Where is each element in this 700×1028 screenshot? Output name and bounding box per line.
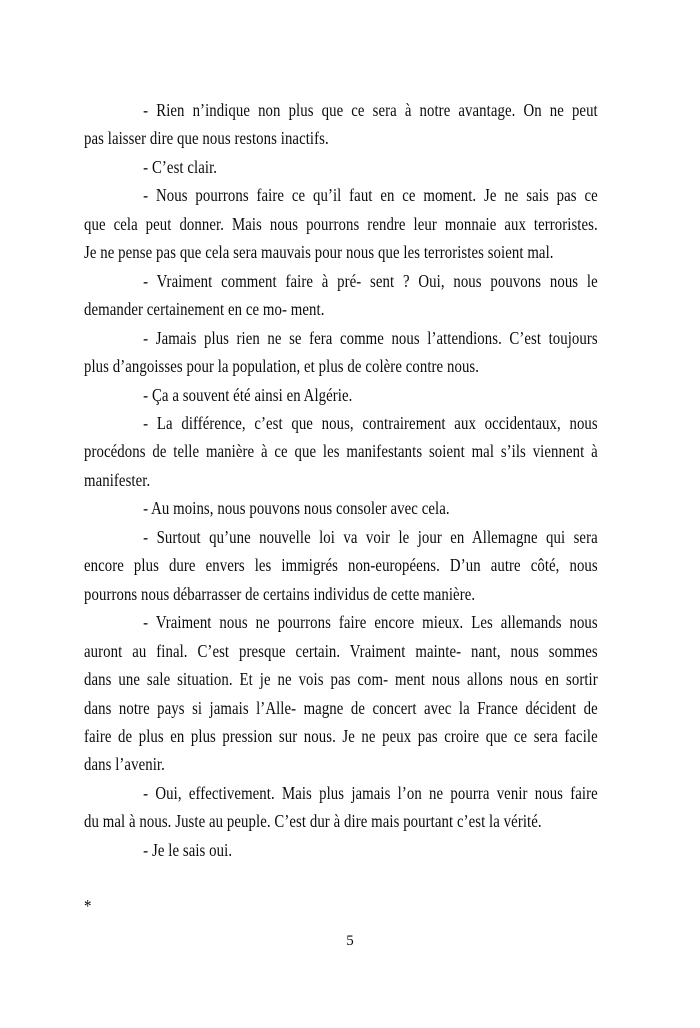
paragraph <box>84 409 598 494</box>
paragraph <box>84 523 598 608</box>
text-line: auront au final. C’est presque certain. Vraiment mainte- nant, nous sommes <box>84 640 598 661</box>
paragraph <box>84 267 598 324</box>
paragraph <box>84 96 598 153</box>
text-line: - Rien n’indique non plus que ce sera à notre avantage. On ne peut <box>143 100 598 120</box>
text-line: manifester. <box>84 469 151 490</box>
text-line: - Je le sais oui. <box>143 839 233 860</box>
text-line: - C’est clair. <box>143 156 218 177</box>
paragraph <box>84 836 598 864</box>
text-line: - Ça a souvent été ainsi en Algérie. <box>143 384 353 405</box>
paragraph <box>84 181 598 266</box>
text-line: - Nous pourrons faire ce qu’il faut en ce moment. Je ne sais pas ce <box>143 185 598 206</box>
text-line: Je ne pense pas que cela sera mauvais pour nous que les terroristes soient mal. <box>84 242 554 263</box>
text-line: - Jamais plus rien ne se fera comme nous l’attendions. C’est toujours <box>143 327 598 348</box>
text-line: dans une sale situation. Et je ne vois pas com- ment nous allons nous en sortir <box>84 669 598 690</box>
text-line: - Oui, effectivement. Mais plus jamais l’on ne pourra venir nous faire <box>143 782 598 803</box>
text-line: dans l’avenir. <box>84 754 165 775</box>
text-line: demander certainement en ce mo- ment. <box>84 299 325 320</box>
text-line: que cela peut donner. Mais nous pourrons rendre leur monnaie aux terroristes. <box>84 213 598 234</box>
paragraph <box>84 494 598 522</box>
text-line: - Au moins, nous pouvons nous consoler avec cela. <box>143 498 450 519</box>
text-line: faire de plus en plus pression sur nous. Je ne peux pas croire que ce sera facile <box>84 725 598 746</box>
text-line: pourrons nous débarrasser de certains individus de cette manière. <box>84 583 476 604</box>
text-line: procédons de telle manière à ce que les manifestants soient mal s’ils viennent à <box>84 441 598 462</box>
text-line: encore plus dure envers les immigrés non-européens. D’un autre côté, nous <box>84 555 598 576</box>
page-text <box>84 96 598 864</box>
paragraph <box>84 608 598 779</box>
text-line: - Vraiment nous ne pourrons faire encore mieux. Les allemands nous <box>143 612 598 633</box>
text-line: plus d’angoisses pour la population, et plus de colère contre nous. <box>84 356 480 377</box>
text-line: - Surtout qu’une nouvelle loi va voir le jour en Allemagne qui sera <box>143 526 598 547</box>
paragraph <box>84 779 598 836</box>
separator-asterisk: * <box>84 896 92 916</box>
text-line: du mal à nous. Juste au peuple. C’est dur à dire mais pourtant c’est la vérité. <box>84 811 542 832</box>
page-number: 5 <box>346 933 354 949</box>
text-line: - La différence, c’est que nous, contrairement aux occidentaux, nous <box>143 412 598 433</box>
text-line: - Vraiment comment faire à pré- sent ? Oui, nous pouvons nous le <box>143 270 598 291</box>
text-line: pas laisser dire que nous restons inactifs. <box>84 128 329 149</box>
paragraph <box>84 324 598 381</box>
text-line: dans notre pays si jamais l’Alle- magne de concert avec la France décident de <box>84 697 598 718</box>
paragraph <box>84 153 598 181</box>
section-separator <box>84 892 598 920</box>
paragraph <box>84 381 598 409</box>
